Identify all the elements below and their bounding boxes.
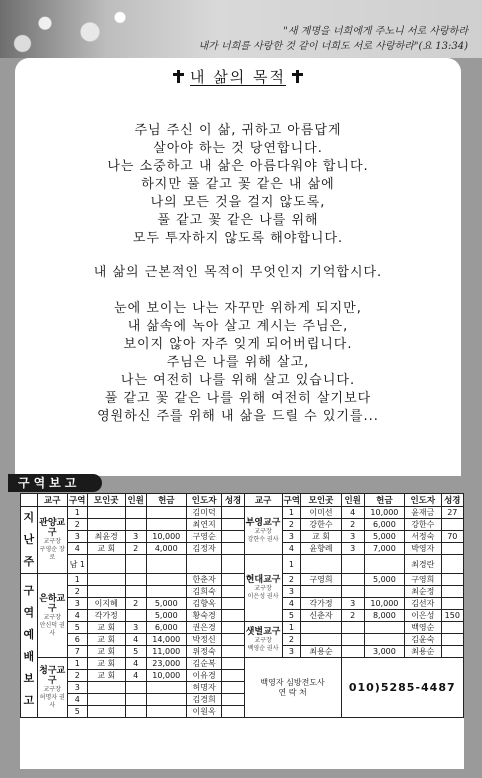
contact-label: 백영자 심방전도사: [260, 677, 325, 687]
district-leader-title: 교구장: [254, 527, 272, 535]
table-cell: 강한수: [404, 519, 441, 531]
article-title: 내 삶의 목적: [15, 66, 461, 87]
table-cell: 5: [125, 646, 146, 658]
table-cell: 4: [125, 634, 146, 646]
table-cell: 김향옥: [186, 598, 222, 610]
poem-line: 살아야 하는 것 당연합니다.: [153, 141, 323, 156]
table-cell: 3: [125, 531, 146, 543]
district-leader-title: 교구장: [43, 685, 61, 693]
poem-line: 풀 같고 꽃 같은 나를 위해 여전히 살기보다: [104, 391, 372, 406]
district-name: 청구교구: [39, 665, 66, 686]
table-cell: 교 회: [301, 531, 341, 543]
table-cell: 150: [441, 610, 463, 622]
table-cell: 이미선: [301, 507, 341, 519]
table-cell: 70: [441, 531, 463, 543]
column-header: 구역: [67, 494, 87, 507]
table-row: [21, 646, 464, 658]
table-cell: 이유경: [186, 670, 222, 682]
poem-line: 풀 같고 꽃 같은 나를 위해: [157, 213, 319, 228]
table-cell: 이원옥: [186, 706, 222, 718]
table-cell: 1: [67, 507, 87, 519]
table-cell: [87, 682, 125, 694]
table-cell: [341, 586, 364, 598]
district-name: 현대교구: [245, 575, 281, 585]
table-cell: [441, 598, 463, 610]
table-cell: 6,000: [146, 622, 186, 634]
table-row: [21, 622, 464, 634]
table-cell: 7,000: [364, 543, 404, 555]
table-cell: 10,000: [146, 670, 186, 682]
table-cell: 3: [67, 598, 87, 610]
table-cell: 서정숙: [404, 531, 441, 543]
table-cell: [341, 555, 364, 574]
column-header: 인도자: [404, 494, 441, 507]
table-cell: [222, 574, 244, 586]
article-card: [15, 58, 461, 476]
table-cell: 3: [67, 682, 87, 694]
table-cell: 3: [67, 531, 87, 543]
table-cell: 최순정: [404, 586, 441, 598]
table-cell: [341, 646, 364, 658]
header-banner: [0, 0, 482, 58]
table-cell: [222, 610, 244, 622]
table-cell: [87, 574, 125, 586]
table-row: [21, 531, 464, 543]
district-name-cell: [37, 574, 67, 658]
table-cell: 5,000: [364, 574, 404, 586]
table-cell: [222, 598, 244, 610]
poem-line: 나는 소중하고 내 삶은 아름다워야 합니다.: [107, 159, 369, 174]
table-cell: 4: [67, 543, 87, 555]
table-cell: 1: [282, 507, 301, 519]
table-cell: [87, 507, 125, 519]
poem-line: 주님은 나를 위해 살고,: [166, 355, 310, 370]
table-cell: [222, 634, 244, 646]
table-cell: 최경란: [404, 555, 441, 574]
table-cell: [341, 622, 364, 634]
bible-verse-line2: 내가 너희를 사랑한 것 같이 너희도 서로 사랑하라"(요 13:34): [198, 41, 468, 52]
table-cell: 5,000: [146, 610, 186, 622]
table-cell: [441, 622, 463, 634]
district-leader-title: 교구장: [254, 585, 272, 592]
article-paragraph-3: [15, 300, 461, 426]
side-label-char: 고: [23, 693, 35, 707]
poem-line: 내 삶의 근본적인 목적이 무엇인지 기억합시다.: [93, 265, 383, 280]
table-cell: 5: [67, 706, 87, 718]
district-name: 부영교구: [245, 517, 281, 528]
table-cell: 각가정: [301, 598, 341, 610]
table-cell: 한춘자: [186, 574, 222, 586]
district-name: 은하교구: [39, 593, 66, 614]
table-cell: 2: [67, 586, 87, 598]
table-cell: [87, 519, 125, 531]
poem-line: 나는 여전히 나를 위해 살고 있습니다.: [120, 373, 356, 388]
table-row: [21, 507, 464, 519]
table-cell: 2: [67, 519, 87, 531]
table-cell: 11,000: [146, 646, 186, 658]
table-cell: 각가정: [87, 610, 125, 622]
poem-line: 내 삶속에 녹아 살고 계시는 주님은,: [127, 319, 349, 334]
flower-decoration: [0, 0, 150, 58]
side-label-cell: [21, 574, 38, 718]
district-name: 샛별교구: [245, 626, 281, 637]
table-row: [21, 610, 464, 622]
table-cell: [364, 622, 404, 634]
table-cell: 2: [125, 598, 146, 610]
table-cell: 3: [341, 531, 364, 543]
table-cell: 권은경: [186, 622, 222, 634]
table-cell: [222, 622, 244, 634]
table-cell: [186, 555, 222, 574]
table-cell: [125, 586, 146, 598]
side-label-char: 배: [23, 649, 35, 663]
table-cell: 최용순: [301, 646, 341, 658]
table-cell: [146, 574, 186, 586]
table-cell: 10,000: [146, 531, 186, 543]
table-cell: 윤재금: [404, 507, 441, 519]
table-row: [21, 658, 464, 670]
table-cell: 김정자: [186, 543, 222, 555]
table-cell: 허명자: [186, 682, 222, 694]
district-name-cell: [244, 622, 282, 658]
table-cell: [222, 670, 244, 682]
side-label-char: 난: [23, 533, 35, 546]
poem-line: 보이지 않아 자주 잊게 되어버립니다.: [123, 337, 353, 352]
table-cell: 1: [67, 574, 87, 586]
table-cell: 4: [67, 610, 87, 622]
table-cell: 3: [282, 646, 301, 658]
table-cell: 교 회: [87, 622, 125, 634]
table-cell: 4: [125, 658, 146, 670]
table-cell: 3: [341, 543, 364, 555]
table-cell: 4: [282, 598, 301, 610]
table-cell: 2: [125, 543, 146, 555]
table-cell: 8,000: [364, 610, 404, 622]
table-cell: 이지혜: [87, 598, 125, 610]
table-cell: [222, 682, 244, 694]
column-header: 교구: [244, 494, 282, 507]
table-cell: 3: [282, 586, 301, 598]
table-cell: [441, 543, 463, 555]
table-cell: 김순복: [186, 658, 222, 670]
table-cell: 김미덕: [186, 507, 222, 519]
table-cell: 4: [282, 543, 301, 555]
table-cell: [341, 634, 364, 646]
table-cell: 위정숙: [186, 646, 222, 658]
table-cell: 최윤경: [87, 531, 125, 543]
district-name-cell: [37, 658, 67, 718]
district-leader-name: 허명자 권사: [39, 693, 65, 709]
table-cell: 2: [67, 670, 87, 682]
district-name-cell: [244, 555, 282, 622]
district-leader-title: 교구장: [43, 538, 61, 545]
table-cell: [441, 555, 463, 574]
district-leader-title: 교구장: [254, 636, 272, 644]
poem-line: 나의 모든 것을 걸지 않도록,: [150, 195, 326, 210]
table-cell: [301, 555, 341, 574]
bible-verse-line1: "새 계명을 너희에게 주노니 서로 사랑하라: [283, 26, 468, 37]
table-cell: 강한수: [301, 519, 341, 531]
table-cell: 황숙경: [186, 610, 222, 622]
table-cell: [222, 586, 244, 598]
table-cell: [125, 706, 146, 718]
table-cell: 27: [441, 507, 463, 519]
side-label-char: 예: [23, 627, 35, 641]
table-row: [21, 634, 464, 646]
cross-icon: [292, 70, 303, 83]
district-name-cell: [37, 507, 67, 574]
table-cell: 5: [67, 622, 87, 634]
contact-label: 연 락 처: [278, 687, 307, 697]
table-cell: 백영순: [404, 622, 441, 634]
district-leader-name: 이은성 권사: [247, 593, 279, 600]
table-cell: 3,000: [364, 646, 404, 658]
cross-icon: [173, 70, 184, 83]
table-cell: 김윤숙: [404, 634, 441, 646]
table-cell: 6,000: [364, 519, 404, 531]
table-cell: 2: [341, 519, 364, 531]
table-cell: [301, 622, 341, 634]
table-cell: 박영자: [404, 543, 441, 555]
table-cell: [125, 610, 146, 622]
table-cell: [87, 694, 125, 706]
table-cell: [222, 507, 244, 519]
district-report-table: [20, 493, 464, 769]
table-cell: [146, 507, 186, 519]
district-leader-name: 강한수 권사: [247, 535, 279, 543]
table-cell: 신춘자: [301, 610, 341, 622]
side-label-char: 보: [23, 671, 35, 685]
table-cell: [222, 658, 244, 670]
side-label-cell: [21, 507, 38, 574]
table-cell: 윤향례: [301, 543, 341, 555]
table-cell: [222, 543, 244, 555]
table-cell: [125, 574, 146, 586]
poem-line: 하지만 풀 같고 꽃 같은 내 삶에: [141, 177, 335, 192]
table-cell: [441, 574, 463, 586]
table-cell: [125, 694, 146, 706]
table-cell: [222, 706, 244, 718]
district-leader-name: 구영순 장로: [39, 546, 65, 561]
table-cell: 4: [125, 670, 146, 682]
table-cell: 남 1: [67, 555, 87, 574]
table-row: [21, 586, 464, 598]
table-cell: 3: [282, 531, 301, 543]
table-row: [21, 543, 464, 555]
table-cell: [441, 586, 463, 598]
table-cell: 교 회: [87, 658, 125, 670]
table-cell: [341, 574, 364, 586]
table-cell: 2: [282, 519, 301, 531]
table-cell: 교 회: [87, 646, 125, 658]
column-header: 모인곳: [301, 494, 341, 507]
table-cell: [222, 646, 244, 658]
table-cell: 박정신: [186, 634, 222, 646]
district-leader-name: 안신덕 권사: [39, 621, 65, 637]
table-cell: [441, 519, 463, 531]
table-cell: [146, 519, 186, 531]
table-cell: 구영순: [186, 531, 222, 543]
table-cell: [146, 682, 186, 694]
corner-cell: [21, 494, 38, 507]
table-cell: [222, 694, 244, 706]
table-cell: [222, 519, 244, 531]
article-paragraph-2: [15, 264, 461, 282]
column-header: 인원: [341, 494, 364, 507]
table-cell: [87, 586, 125, 598]
contact-label-cell: [244, 658, 341, 718]
district-leader-name: 백영순 권사: [247, 644, 279, 652]
table-cell: [125, 555, 146, 574]
poem-line: 주님 주신 이 삶, 귀하고 아름답게: [134, 123, 342, 138]
table-cell: 6: [67, 634, 87, 646]
poem-line: 눈에 보이는 나는 자꾸만 위하게 되지만,: [114, 301, 362, 316]
section-label: 구역보고: [8, 474, 102, 492]
table-cell: 7: [67, 646, 87, 658]
column-header: 인원: [125, 494, 146, 507]
table-cell: [364, 634, 404, 646]
table-cell: 4: [67, 694, 87, 706]
table-cell: 14,000: [146, 634, 186, 646]
table-cell: [222, 531, 244, 543]
side-label-char: 역: [23, 605, 35, 619]
table-cell: [125, 507, 146, 519]
table-cell: 구영희: [301, 574, 341, 586]
column-header: 헌금: [146, 494, 186, 507]
side-label-char: 구: [23, 583, 35, 597]
table-cell: [125, 682, 146, 694]
contact-phone: 010)5285-4487: [341, 658, 464, 718]
column-header: 교구: [37, 494, 67, 507]
table-cell: [87, 555, 125, 574]
table-cell: [222, 555, 244, 574]
table-cell: [87, 706, 125, 718]
table-row: [21, 555, 464, 574]
table-cell: 10,000: [364, 507, 404, 519]
column-header: 모인곳: [87, 494, 125, 507]
table-cell: 3: [125, 622, 146, 634]
table-cell: [364, 586, 404, 598]
side-label-char: 지: [23, 511, 35, 524]
column-header: 성경: [441, 494, 463, 507]
table-cell: [441, 634, 463, 646]
table-cell: 5,000: [146, 598, 186, 610]
table-cell: 김경희: [186, 694, 222, 706]
district-name-cell: [244, 507, 282, 555]
table-cell: 3: [341, 598, 364, 610]
table-cell: 김선자: [404, 598, 441, 610]
table-row: [21, 574, 464, 586]
table-cell: 2: [282, 634, 301, 646]
table-row: [21, 519, 464, 531]
table-cell: 5: [282, 610, 301, 622]
column-header: 구역: [282, 494, 301, 507]
table-cell: 23,000: [146, 658, 186, 670]
table-cell: 김희숙: [186, 586, 222, 598]
table-cell: [146, 586, 186, 598]
table-cell: 4,000: [146, 543, 186, 555]
table-cell: 교 회: [87, 543, 125, 555]
district-leader-title: 교구장: [43, 613, 61, 621]
table-row: [21, 598, 464, 610]
table-cell: 구영희: [404, 574, 441, 586]
table-cell: 교 회: [87, 670, 125, 682]
article-paragraph-1: [15, 122, 461, 248]
table-cell: [364, 555, 404, 574]
table-cell: [301, 586, 341, 598]
table-cell: 이은성: [404, 610, 441, 622]
table-cell: 최용순: [404, 646, 441, 658]
table-cell: 1: [282, 555, 301, 574]
poem-line: 영원하신 주를 위해 내 삶을 드릴 수 있기를...: [97, 409, 379, 424]
table-cell: 10,000: [364, 598, 404, 610]
table-cell: [146, 694, 186, 706]
column-header: 헌금: [364, 494, 404, 507]
poem-line: 모두 투자하지 않도록 해야합니다.: [132, 231, 344, 246]
table-cell: [301, 634, 341, 646]
table-cell: [146, 706, 186, 718]
table-cell: 1: [282, 622, 301, 634]
table-cell: 교 회: [87, 634, 125, 646]
table-cell: 4: [341, 507, 364, 519]
table-cell: 2: [341, 610, 364, 622]
table-cell: [125, 519, 146, 531]
table-cell: 최연지: [186, 519, 222, 531]
column-header: 인도자: [186, 494, 222, 507]
table-cell: [146, 555, 186, 574]
table-cell: [441, 646, 463, 658]
district-name: 관양교구: [39, 518, 66, 538]
table-cell: 5,000: [364, 531, 404, 543]
column-header: 성경: [222, 494, 244, 507]
table-cell: 1: [67, 658, 87, 670]
table-cell: 2: [282, 574, 301, 586]
side-label-char: 주: [23, 555, 35, 568]
